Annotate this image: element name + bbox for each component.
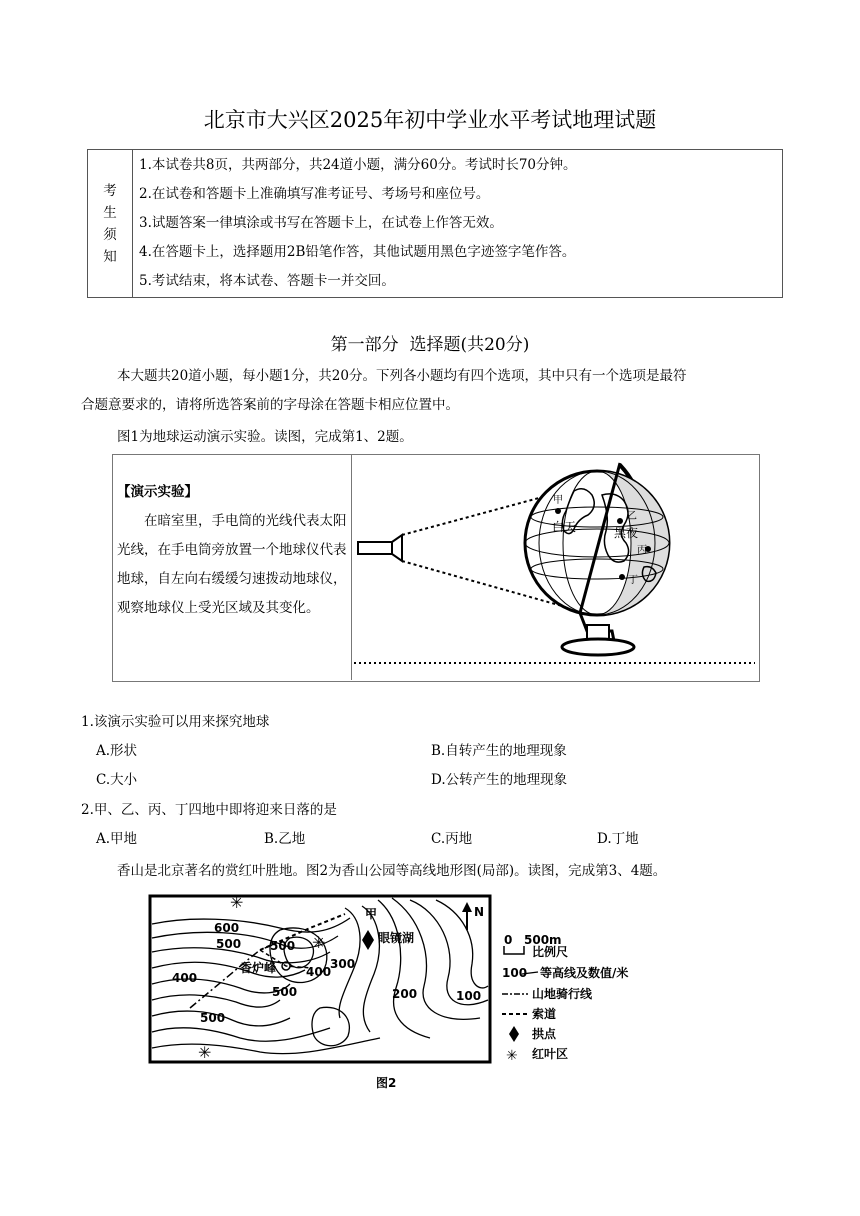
question-2-option-c: C.丙地 <box>431 831 473 847</box>
question-1-option-b: B.自转产生的地理现象 <box>431 743 567 759</box>
notice-heading-char: 知 <box>103 248 117 265</box>
globe-experiment-illustration <box>352 455 757 679</box>
demo-heading: 【演示实验】 <box>117 484 198 500</box>
contour-label-100: 100 <box>456 989 482 1003</box>
question-2-option-a: A.甲地 <box>96 831 138 847</box>
demo-description: 在暗室里，手电筒的光线代表太阳光线，在手电筒旁放置一个地球仪代表地球，自左向右缓缓匀速拨动地球仪，观察地球仪上受光区域及其变化。 <box>117 513 347 616</box>
question-2-option-b: B.乙地 <box>264 831 306 847</box>
contour-label-400: 400 <box>172 971 198 985</box>
question-1-option-a: A.形状 <box>96 743 138 759</box>
flashlight-icon <box>358 535 402 561</box>
question-1-option-c: C.大小 <box>96 772 138 788</box>
exam-notice-table <box>87 149 783 298</box>
fig2-caption: 图2 <box>376 1076 397 1090</box>
contour-label-400: 400 <box>306 965 332 979</box>
contour-label-200: 200 <box>392 987 418 1001</box>
section-intro-line1: 本大题共20道小题，每小题1分，共20分。下列各小题均有四个选项，其中只有一个选项是最符 <box>117 368 687 384</box>
redleaf-legend-icon: ✳ <box>506 1048 518 1064</box>
north-label: N <box>474 905 485 919</box>
legend-redleaf: 红叶区 <box>532 1047 569 1061</box>
contour-label-500: 500 <box>272 985 298 999</box>
notice-item: 3.试题答案一律填涂或书写在答题卡上，在试卷上作答无效。 <box>139 215 503 231</box>
question-1-option-d: D.公转产生的地理现象 <box>431 772 568 788</box>
map-label-lake: 眼镜湖 <box>378 931 415 945</box>
notice-heading-char: 考 <box>103 182 117 199</box>
question-1-stem: 1.该演示实验可以用来探究地球 <box>81 714 270 730</box>
notice-items <box>133 150 783 298</box>
notice-heading-char: 生 <box>103 204 117 221</box>
globe-label-jia: 甲 <box>553 495 563 506</box>
question-2-option-d: D.丁地 <box>597 831 639 847</box>
fig1-intro: 图1为地球运动演示实验。读图，完成第1、2题。 <box>117 429 413 445</box>
map-label-jia: 甲 <box>365 907 378 921</box>
legend-bunker: 拱点 <box>532 1027 557 1041</box>
bunker-legend-icon <box>509 1026 519 1042</box>
notice-item: 5.考试结束，将本试卷、答题卡一并交回。 <box>139 273 395 289</box>
notice-item: 4.在答题卡上，选择题用2B铅笔作答，其他试题用黑色字迹签字笔作答。 <box>139 244 576 260</box>
notice-heading <box>88 150 133 298</box>
contour-label-500: 500 <box>216 937 242 951</box>
notice-heading-char: 须 <box>103 226 117 243</box>
notice-item: 2.在试卷和答题卡上准确填写准考证号、考场号和座位号。 <box>139 186 490 202</box>
legend-contour: 等高线及数值/米 <box>540 966 629 980</box>
legend-contour-value: 100 <box>502 966 528 980</box>
legend-cableway: 索道 <box>532 1007 557 1021</box>
redleaf-icon: ✳ <box>230 893 244 912</box>
section-title: 第一部分 选择题(共20分) <box>330 335 530 355</box>
redleaf-icon: ✳ <box>198 1043 212 1062</box>
demo-text-panel <box>117 478 349 623</box>
map-label-peak: 香炉峰 <box>240 961 277 975</box>
contour-map-figure <box>140 888 629 1094</box>
legend-scale-zero: 0 <box>504 933 513 947</box>
contour-label-600: 600 <box>214 921 240 935</box>
question-2-stem: 2.甲、乙、丙、丁四地中即将迎来日落的是 <box>81 802 337 818</box>
globe-label-night: 黑夜 <box>614 526 639 540</box>
map-legend <box>502 933 628 1064</box>
legend-scale-length: 500m <box>524 933 562 947</box>
legend-trail: 山地骑行线 <box>532 987 593 1001</box>
contour-label-500: 500 <box>200 1011 226 1025</box>
globe-label-yi: 乙 <box>627 511 637 522</box>
contour-label-500: 500 <box>270 939 296 953</box>
page-title: 北京市大兴区2025年初中学业水平考试地理试题 <box>203 108 657 132</box>
globe-label-ding: 丁 <box>628 575 638 586</box>
contour-label-300: 300 <box>330 957 356 971</box>
notice-item: 1.本试卷共8页，共两部分，共24道小题，满分60分。考试时长70分钟。 <box>139 157 577 173</box>
section-intro-line2: 合题意要求的，请将所选答案前的字母涂在答题卡相应位置中。 <box>81 397 459 413</box>
fig2-intro: 香山是北京著名的赏红叶胜地。图2为香山公园等高线地形图(局部)。读图，完成第3、4题。 <box>117 863 667 879</box>
redleaf-icon: ✳ <box>312 933 326 952</box>
legend-scale: 比例尺 <box>532 945 569 959</box>
globe-icon <box>525 463 669 655</box>
scale-bar-icon <box>504 946 524 954</box>
globe-label-bing: 丙 <box>637 545 647 556</box>
globe-label-day: 白天 <box>552 520 577 534</box>
